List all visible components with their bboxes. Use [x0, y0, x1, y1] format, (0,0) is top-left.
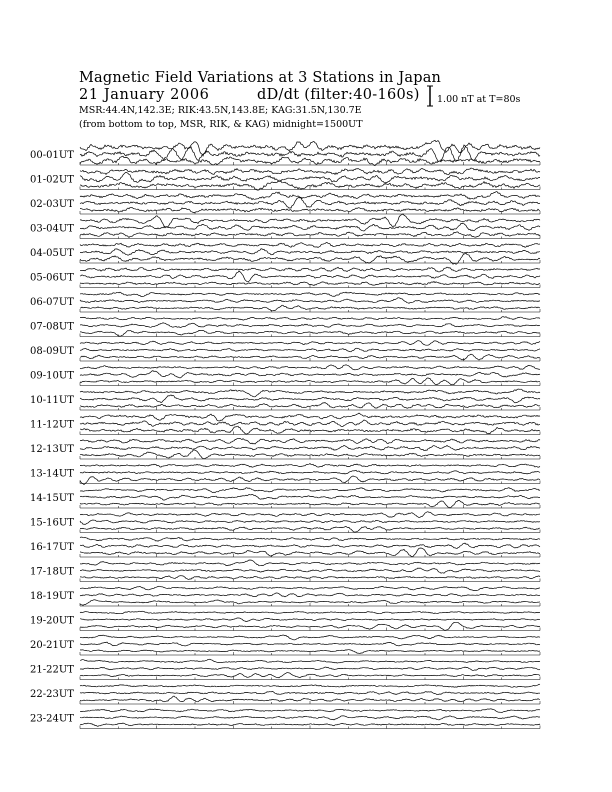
trace-KAG [80, 537, 540, 541]
chart-filter: dD/dt (filter:40-160s) [257, 87, 420, 103]
trace-KAG [80, 464, 540, 468]
trace-RIK [80, 618, 540, 622]
row-21-22UT [30, 659, 540, 679]
trace-RIK [80, 445, 540, 450]
trace-KAG [80, 267, 540, 272]
chart-title: Magnetic Field Variations at 3 Stations in Japan [79, 70, 442, 86]
chart-date: 21 January 2006 [79, 87, 210, 103]
trace-RIK [80, 271, 540, 282]
row-label: 17-18UT [30, 566, 74, 578]
trace-RIK [80, 716, 540, 720]
row-label: 03-04UT [30, 223, 74, 235]
trace-KAG [80, 317, 540, 321]
row-07-08UT [30, 317, 540, 337]
row-label: 10-11UT [30, 395, 74, 406]
trace-rows [30, 140, 540, 728]
station-coordinates: MSR:44.4N,142.3E; RIK:43.5N,143.8E; KAG:31.5N,130.7E [79, 105, 362, 116]
row-06-07UT [30, 292, 540, 312]
trace-KAG [80, 389, 540, 397]
scale-bar [427, 86, 433, 106]
row-18-19UT [30, 586, 540, 606]
scale-bar-label: 1.00 nT at T=80s [437, 94, 521, 105]
trace-KAG [80, 659, 540, 663]
row-label: 22-23UT [30, 689, 74, 700]
row-label: 01-02UT [30, 174, 74, 186]
row-label: 06-07UT [30, 297, 74, 308]
row-01-02UT [30, 168, 540, 190]
trace-KAG [80, 635, 540, 640]
row-12-13UT [30, 438, 540, 459]
row-02-03UT [30, 192, 540, 214]
trace-KAG [80, 560, 540, 566]
row-19-20UT [30, 611, 540, 630]
trace-RIK [80, 348, 540, 352]
trace-RIK [80, 323, 540, 328]
row-label: 00-01UT [30, 150, 74, 161]
trace-RIK [80, 667, 540, 670]
trace-KAG [80, 192, 540, 200]
trace-KAG [80, 413, 540, 421]
row-label: 09-10UT [30, 370, 74, 382]
row-label: 07-08UT [30, 321, 74, 333]
trace-KAG [80, 586, 540, 590]
trace-RIK [80, 172, 540, 183]
trace-RIK [80, 298, 540, 304]
row-09-10UT [30, 365, 540, 386]
row-label: 23-24UT [30, 713, 74, 725]
trace-RIK [80, 223, 540, 231]
row-label: 13-14UT [30, 468, 74, 480]
row-05-06UT [30, 267, 540, 287]
trace-RIK [80, 395, 540, 403]
row-label: 11-12UT [30, 419, 74, 431]
row-03-04UT [30, 214, 540, 239]
trace-KAG [80, 168, 540, 175]
trace-RIK [80, 470, 540, 474]
trace-KAG [80, 709, 540, 713]
trace-RIK [80, 593, 540, 597]
row-label: 05-06UT [30, 272, 74, 284]
row-10-11UT [30, 389, 540, 410]
row-00-01UT [30, 140, 540, 165]
trace-KAG [80, 512, 540, 518]
trace-KAG [80, 611, 540, 614]
row-14-15UT [30, 488, 540, 508]
row-16-17UT [30, 537, 540, 557]
row-label: 14-15UT [30, 493, 74, 504]
row-label: 16-17UT [30, 542, 74, 553]
station-order-note: (from bottom to top, MSR, RIK, & KAG) midnight=1500UT [79, 119, 363, 130]
trace-RIK [80, 371, 540, 378]
row-label: 02-03UT [30, 199, 74, 210]
row-label: 08-09UT [30, 346, 74, 357]
trace-RIK [80, 568, 540, 573]
trace-RIK [80, 543, 540, 548]
row-label: 21-22UT [30, 664, 74, 676]
row-15-16UT [30, 512, 540, 533]
row-label: 18-19UT [30, 591, 74, 602]
row-label: 15-16UT [30, 517, 74, 529]
row-20-21UT [30, 635, 540, 655]
row-13-14UT [30, 464, 540, 485]
trace-RIK [80, 249, 540, 255]
trace-KAG [80, 341, 540, 346]
trace-KAG [80, 243, 540, 248]
trace-KAG [80, 488, 540, 493]
row-22-23UT [30, 684, 540, 704]
row-17-18UT [30, 560, 540, 582]
row-08-09UT [30, 341, 540, 361]
trace-RIK [80, 520, 540, 525]
trace-MSR [80, 696, 540, 702]
row-04-05UT [30, 243, 540, 265]
trace-KAG [80, 365, 540, 370]
row-23-24UT [30, 709, 540, 729]
row-11-12UT [30, 413, 540, 434]
trace-KAG [80, 438, 540, 444]
row-label: 20-21UT [30, 640, 74, 651]
row-label: 12-13UT [30, 444, 74, 455]
trace-RIK [80, 494, 540, 500]
row-label: 04-05UT [30, 248, 74, 259]
trace-RIK [80, 642, 540, 646]
trace-RIK [80, 692, 540, 695]
trace-RIK [80, 420, 540, 427]
trace-KAG [80, 684, 540, 687]
trace-KAG [80, 214, 540, 227]
trace-KAG [80, 292, 540, 296]
row-label: 19-20UT [30, 615, 74, 627]
